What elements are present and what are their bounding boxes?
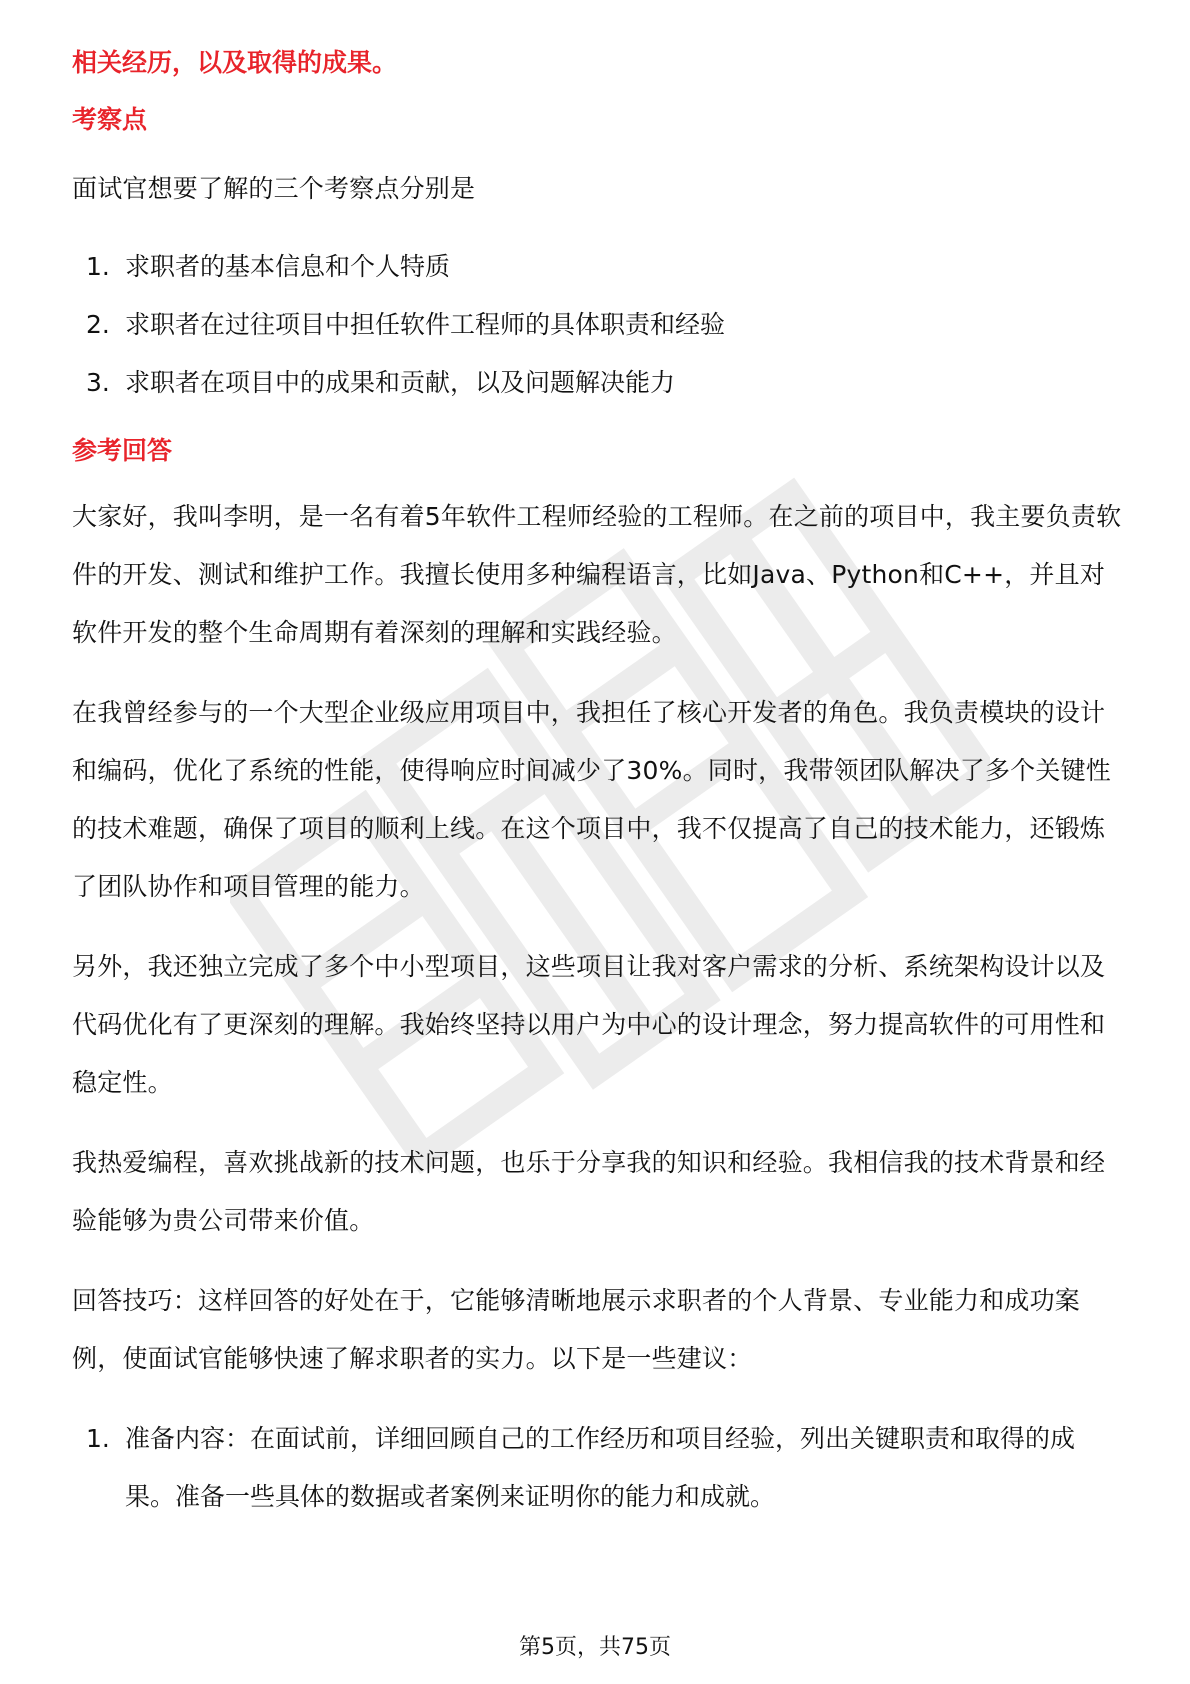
answer-paragraph-4: 我热爱编程，喜欢挑战新的技术问题，也乐于分享我的知识和经验。我相信我的技术背景和经验能够为贵公司带来价值。 [72, 1148, 1106, 1235]
list-text: 求职者的基本信息和个人特质 [125, 252, 451, 281]
exam-points-list [72, 238, 1122, 412]
list-number: 1. [86, 252, 110, 281]
intro-line: 相关经历，以及取得的成果。 [72, 48, 398, 77]
list-item [72, 238, 1122, 296]
list-item [72, 296, 1122, 354]
page-content [72, 44, 1122, 1526]
list-text: 准备内容：在面试前，详细回顾自己的工作经历和项目经验，列出关键职责和取得的成果。准备一些具体的数据或者案例来证明你的能力和成就。 [125, 1424, 1076, 1511]
tips-list [72, 1410, 1122, 1526]
exam-points-heading: 考察点 [72, 105, 148, 134]
answer-paragraph-3: 另外，我还独立完成了多个中小型项目，这些项目让我对客户需求的分析、系统架构设计以及代码优化有了更深刻的理解。我始终坚持以用户为中心的设计理念，努力提高软件的可用性和稳定性。 [72, 952, 1106, 1097]
answer-tips-paragraph: 回答技巧：这样回答的好处在于，它能够清晰地展示求职者的个人背景、专业能力和成功案例，使面试官能够快速了解求职者的实力。以下是一些建议： [72, 1286, 1081, 1373]
answer-paragraph-2: 在我曾经参与的一个大型企业级应用项目中，我担任了核心开发者的角色。我负责模块的设计和编码，优化了系统的性能，使得响应时间减少了30%。同时，我带领团队解决了多个关键性的技术难题，确保了项目的顺利上线。在这个项目中，我不仅提高了自己的技术能力，还锻炼了团队协作和项目管理的能力。 [72, 698, 1111, 901]
list-number: 2. [86, 310, 110, 339]
list-number: 3. [86, 368, 110, 397]
reference-answer-heading: 参考回答 [72, 436, 173, 465]
list-item [72, 354, 1122, 412]
list-number: 1. [86, 1424, 110, 1453]
list-text: 求职者在过往项目中担任软件工程师的具体职责和经验 [125, 310, 726, 339]
list-item [72, 1410, 1122, 1526]
list-text: 求职者在项目中的成果和贡献，以及问题解决能力 [125, 368, 676, 397]
page-number-footer: 第5页，共75页 [519, 1635, 671, 1660]
answer-paragraph-1: 大家好，我叫李明，是一名有着5年软件工程师经验的工程师。在之前的项目中，我主要负责软件的开发、测试和维护工作。我擅长使用多种编程语言，比如Java、Python和C++，并且对软件开发的整个生命周期有着深刻的理解和实践经验。 [72, 502, 1122, 647]
exam-points-intro: 面试官想要了解的三个考察点分别是 [72, 174, 476, 203]
